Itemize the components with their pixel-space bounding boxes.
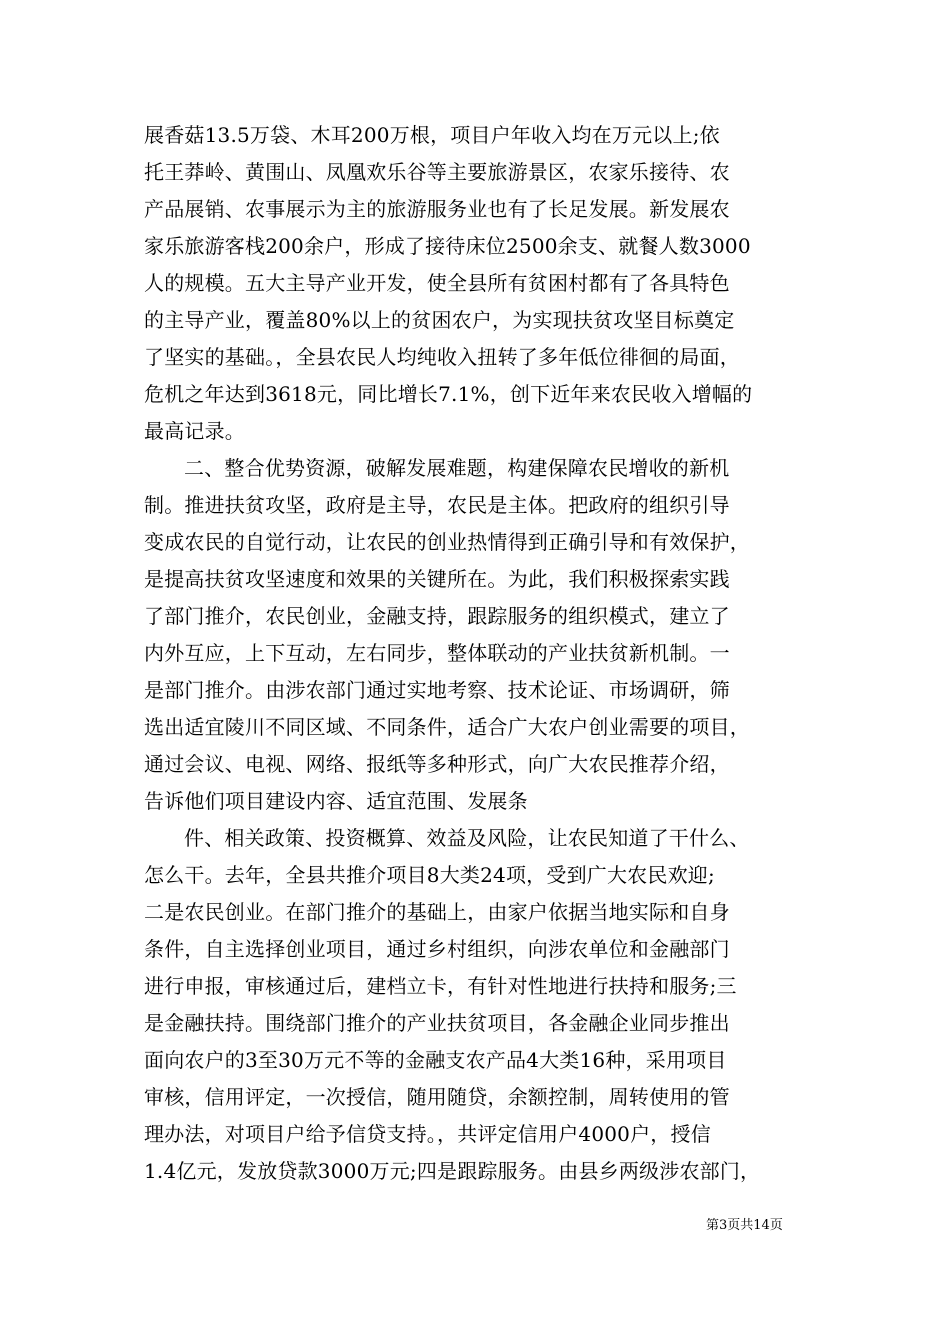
text-line: 危机之年达到3618元，同比增长7.1%，创下近年来农民收入增幅的 (144, 382, 753, 406)
text-line: 理办法，对项目户给予信贷支持。，共评定信用户4000户，授信 (144, 1122, 711, 1146)
text-line: 家乐旅游客栈200余户，形成了接待床位2500余支、就餐人数3000 (144, 234, 751, 258)
text-line: 二、整合优势资源，破解发展难题，构建保障农民增收的新机 (184, 456, 730, 480)
text-line: 件、相关政策、投资概算、效益及风险，让农民知道了干什么、 (184, 826, 750, 850)
text-line: 的主导产业，覆盖80%以上的贫困农户，为实现扶贫攻坚目标奠定 (144, 308, 735, 332)
text-line: 是金融扶持。围绕部门推介的产业扶贫项目，各金融企业同步推出 (144, 1011, 730, 1035)
text-line: 制。推进扶贫攻坚，政府是主导，农民是主体。把政府的组织引导 (144, 493, 730, 517)
page-number-footer: 第3页共14页 (706, 1218, 783, 1233)
text-line: 选出适宜陵川不同区域、不同条件，适合广大农户创业需要的项目， (144, 715, 750, 739)
text-line: 了坚实的基础。，全县农民人均纯收入扭转了多年低位徘徊的局面， (144, 345, 740, 369)
text-line: 1.4亿元，发放贷款3000万元;四是跟踪服务。由县乡两级涉农部门， (144, 1159, 761, 1183)
body-text (144, 117, 812, 1190)
text-line: 托王莽岭、黄围山、凤凰欢乐谷等主要旅游景区，农家乐接待、农 (144, 160, 730, 184)
text-line: 怎么干。去年，全县共推介项目8大类24项，受到广大农民欢迎; (144, 863, 715, 887)
text-line: 变成农民的自觉行动，让农民的创业热情得到正确引导和有效保护， (144, 530, 750, 554)
text-line: 条件，自主选择创业项目，通过乡村组织，向涉农单位和金融部门 (144, 937, 730, 961)
text-line: 告诉他们项目建设内容、适宜范围、发展条 (144, 789, 528, 813)
text-line: 审核，信用评定，一次授信，随用随贷，余额控制，周转使用的管 (144, 1085, 730, 1109)
text-line: 展香菇13.5万袋、木耳200万根，项目户年收入均在万元以上;依 (144, 123, 720, 147)
text-line: 二是农民创业。在部门推介的基础上，由家户依据当地实际和自身 (144, 900, 730, 924)
text-line: 产品展销、农事展示为主的旅游服务业也有了长足发展。新发展农 (144, 197, 730, 221)
text-line: 进行申报，审核通过后，建档立卡，有针对性地进行扶持和服务;三 (144, 974, 737, 998)
text-line: 了部门推介，农民创业，金融支持，跟踪服务的组织模式，建立了 (144, 604, 730, 628)
text-line: 面向农户的3至30万元不等的金融支农产品4大类16种，采用项目 (144, 1048, 727, 1072)
text-line: 是提高扶贫攻坚速度和效果的关键所在。为此，我们积极探索实践 (144, 567, 730, 591)
text-line: 通过会议、电视、网络、报纸等多种形式，向广大农民推荐介绍， (144, 752, 730, 776)
text-line: 是部门推介。由涉农部门通过实地考察、技术论证、市场调研，筛 (144, 678, 730, 702)
text-line: 最高记录。 (144, 419, 245, 443)
text-line: 内外互应，上下互动，左右同步，整体联动的产业扶贫新机制。一 (144, 641, 730, 665)
text-line: 人的规模。五大主导产业开发，使全县所有贫困村都有了各具特色 (144, 271, 730, 295)
